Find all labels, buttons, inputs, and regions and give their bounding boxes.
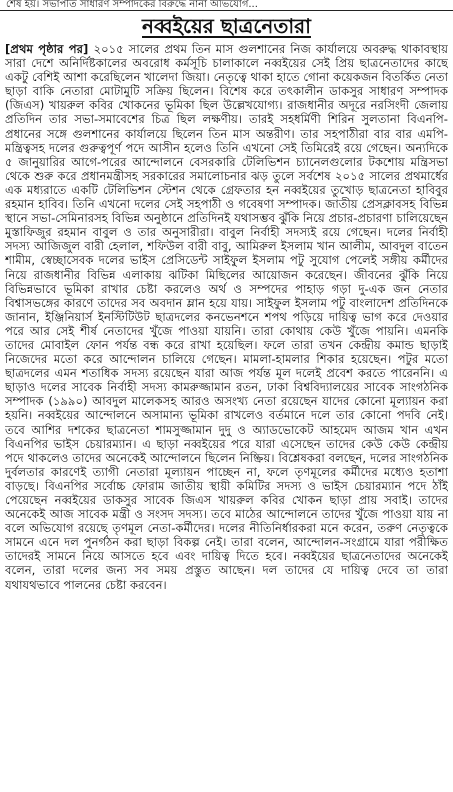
article-body <box>5 42 448 782</box>
continuation-tag: [প্রথম পৃষ্ঠার পর] <box>5 42 94 56</box>
previous-article-fragment: শেষ হয়। সভাপতি সাধারণ সম্পাদকের বিরুদ্ধে নানা অভিযোগ... <box>0 0 453 11</box>
article-headline: নব্বইয়ের ছাত্রনেতারা <box>142 14 311 38</box>
article-text: ২০১৫ সালের প্রথম তিন মাস গুলশানের নিজ কার্যালয়ে অবরুদ্ধ থাকাবস্থায় সারা দেশে অনির্দিষ্টকালের অবরোধ কর্মসূচি চালাকালে নব্বইয়ের সেই প্রিয় ছাত্রনেতাদের কাছে একটু বেশিই আশা করেছিলেন খালেদা জিয়া। নেতৃত্বে থাকা হাতে গোনা কয়েকজন বিতর্কিত নেতা ছাড়া বাকি নেতারা মোটামুটি সক্রিয় ছিলেন। বিশেষ করে তৎকালীন ডাকসুর সাধারণ সম্পাদক (জিএস) খায়রুল কবির খোকনের ভূমিকা ছিল উল্লেখযোগ্য। রাজধানীর অদূরে নরসিংদী জেলায় প্রতিদিন তার সভা-সমাবেশের চিত্র ছিল লক্ষণীয়। তারই সহধর্মিণী শিরিন সুলতানা বিএনপি-প্রধানের সঙ্গে গুলশানের কার্যালয়ে ছিলেন তিন মাস অন্তরীণ। তার সহপাঠীরা বার বার এমপি-মন্ত্রিত্বসহ দলের গুরুত্বপূর্ণ পদে আসীন হলেও তিনি এখনো সেই তিমিরেই রয়ে গেছেন। অন্যদিকে ৫ জানুয়ারির আগে-পরের আন্দোলনে বেসরকারি টেলিভিশন চ্যানেলগুলোর টকশোয় মন্ত্রিসভা থেকে শুরু করে প্রধানমন্ত্রীসহ সরকারের সমালোচনার ঝড় তুলে সর্বশেষ ২০১৫ সালের প্রথমার্ধের এক মধ্যরাতে একটি টেলিভিশন স্টেশন থেকে গ্রেফতার হন নব্বইয়ের তুখোড় ছাত্রনেতা হাবিবুর রহমান হাবিব। তিনি এখনো দলের সেই সহপাঠী ও গবেষণা সম্পাদক। জাতীয় প্রেসক্লাবসহ বিভিন্ন স্থানে সভা-সেমিনারসহ বিভিন্ন অনুষ্ঠানে প্রতিদিনই যথাসম্ভব ঝুঁকি নিয়ে প্রচার-প্রচারণা চালিয়েছেন মুস্তাফিজুর রহমান বাবুল ও তার অনুসারীরা। বাবুল নির্বাহী সদস্যই রয়ে গেছেন। দলের নির্বাহী সদস্য আজিজুল বারী হেলাল, শফিউল বারী বাবু, আমিরুল ইসলাম খান আলীম, আবদুল বাতেন শামীম, স্বেচ্ছাসেবক দলের ভাইস প্রেসিডেন্ট সাইফুল ইসলাম পটু সুযোগ পেলেই সঙ্গীয় কর্মীদের নিয়ে রাজধানীর বিভিন্ন এলাকায় ঝটিকা মিছিলের আয়োজন করেছেন। জীবনের ঝুঁকি নিয়ে বিভিন্নভাবে ভূমিকা রাখার চেষ্টা করলেও অর্থ ও সম্পদের পাহাড় গড়া দু-এক জন নেতার বিশ্বাসভঙ্গের কারণে তাদের সব অবদান ম্লান হয়ে যায়। সাইফুল ইসলাম পটু বাংলাদেশ প্রতিদিনকে জানান, ইঞ্জিনিয়ার্স ইনস্টিটিউট ছাত্রদলের কনভেনশনে শপথ পড়িয়ে দায়িত্ব ভাগ করে দেওয়ার পরে আর সেই শীর্ষ নেতাদের খুঁজে পাওয়া যায়নি। তারা কোথায় কেউ খুঁজে পায়নি। এমনকি তাদের মোবাইল ফোন পর্যন্ত বন্ধ করে রাখা হয়েছিল। ফলে তারা তখন কেন্দ্রীয় কমান্ড ছাড়াই নিজেদের মতো করে আন্দোলন চালিয়ে গেছেন। মামলা-হামলার শিকার হয়েছেন। পটুর মতো ছাত্রদলের এমন শতাধিক সদস্য রয়েছেন যারা আজ পর্যন্ত মূল দলেই প্রবেশ করতে পারেননি। এ ছাড়াও দলের সাবেক নির্বাহী সদস্য কামরুজ্জামান রতন, ঢাকা বিশ্ববিদ্যালয়ের সাবেক সাংগঠনিক সম্পাদক (১৯৯০) আবদুল মালেকসহ আরও অসংখ্য নেতা রয়েছেন যাদের কোনো মূল্যায়ন করা হয়নি। নব্বইয়ের আন্দোলনে অসামান্য ভূমিকা রাখলেও বর্তমানে দলে তার কোনো পদবি নেই। তবে আশির দশকের ছাত্রনেতা শামসুজ্জামান দুদু ও অ্যাডভোকেট আহমেদ আজম খান এখন বিএনপির ভাইস চেয়ারম্যান। এ ছাড়া নব্বইয়ের পরে যারা এসেছেন তাদের কেউ কেউ কেন্দ্রীয় পদে থাকলেও তাদের অনেকেই আন্দোলনে ছিলেন নিষ্ক্রিয়। বিশ্লেষকরা বলছেন, দলের সাংগঠনিক দুর্বলতার কারণেই ত্যাগী নেতারা মূল্যায়ন পাচ্ছেন না, ফলে তৃণমূলের কর্মীদের মধ্যেও হতাশা বাড়ছে। বিএনপির সর্বোচ্চ ফোরাম জাতীয় স্থায়ী কমিটির সদস্য ও ভাইস চেয়ারম্যান পদে ঠাঁই পেয়েছেন নব্বইয়ের ডাকসুর সাবেক জিএস খায়রুল কবির খোকন ছাড়া প্রায় সবাই। তাদের অনেকেই আজ সাবেক মন্ত্রী ও সংসদ সদস্য। তবে মাঠের আন্দোলনে তাদের খুঁজে পাওয়া যায় না বলে অভিযোগ রয়েছে তৃণমূল নেতা-কর্মীদের। দলের নীতিনির্ধারকরা মনে করেন, তরুণ নেতৃত্বকে সামনে এনে দল পুনর্গঠন করা ছাড়া বিকল্প নেই। তারা বলেন, আন্দোলন-সংগ্রামে যারা পরীক্ষিত তাদেরই সামনে নিয়ে আসতে হবে এবং দায়িত্ব দিতে হবে। নব্বইয়ের ছাত্রনেতাদের অনেকেই বলেন, তারা দলের জন্য সব সময় প্রস্তুত আছেন। দল তাদের যে দায়িত্ব দেবে তা তারা যথাযথভাবে পালনের চেষ্টা করবেন। <box>5 42 448 592</box>
